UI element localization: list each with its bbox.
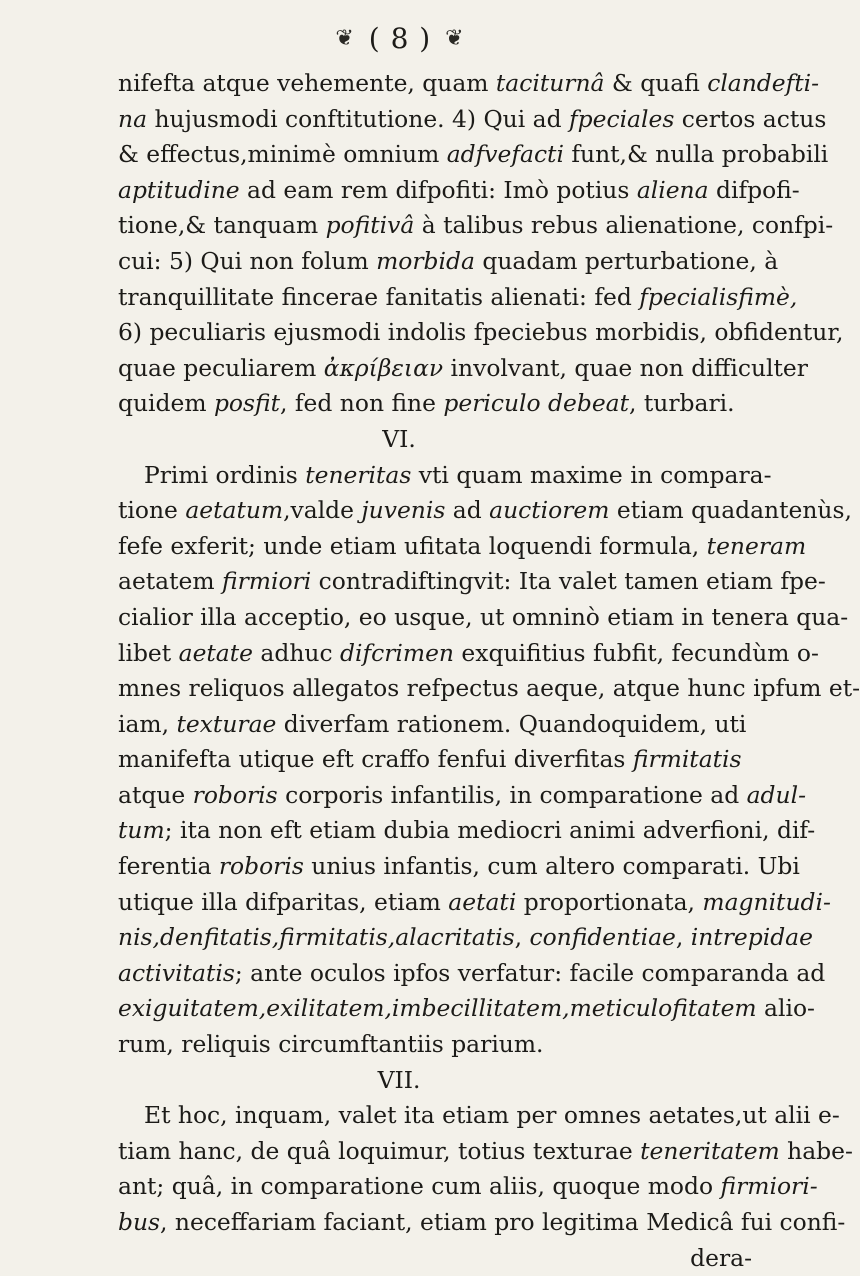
text-run: aetatem xyxy=(118,567,222,596)
italic-run: nis,denfitatis,firmitatis,alacritatis xyxy=(118,923,515,952)
italic-run: bus xyxy=(118,1208,161,1236)
italic-run: fpeciales xyxy=(569,104,675,133)
italic-run: aptitudine xyxy=(118,175,240,204)
text-line xyxy=(118,564,826,600)
text-line xyxy=(118,956,826,992)
italic-run: magnitudi- xyxy=(702,887,831,916)
text-run: ant; quâ, in comparatione cum aliis, quoque modo xyxy=(118,1172,721,1201)
text-line xyxy=(118,1134,853,1170)
text-run: exquifitius fubfit, fecundùm o- xyxy=(454,638,819,667)
text-line xyxy=(118,1205,846,1241)
italic-run: tum xyxy=(118,816,165,845)
text-run: & quafi xyxy=(604,69,708,97)
text-run: hujusmodi conftitutione. 4) Qui ad xyxy=(147,104,569,133)
italic-run: firmiori- xyxy=(720,1172,818,1201)
text-run: tranquillitate fincerae fanitatis alienati: fed xyxy=(118,282,640,311)
text-run: libet xyxy=(118,638,179,667)
italic-run: periculo debeat xyxy=(443,389,630,418)
text-run: fefe exferit; unde etiam ufitata loquendi formula, xyxy=(118,531,707,560)
text-run: involvant, quae non difficulter xyxy=(443,353,808,382)
italic-run: ἀκρίβειαν xyxy=(323,353,444,382)
text-run: ; ita non eft etiam dubia mediocri animi adverfioni, dif- xyxy=(164,816,816,845)
text-run: tione xyxy=(118,496,186,525)
text-run: 6) peculiaris ejusmodi indolis fpeciebus morbidis, obfidentur, xyxy=(118,318,844,347)
italic-run: aetati xyxy=(448,887,517,916)
text-line xyxy=(118,778,806,814)
text-line xyxy=(118,137,829,173)
text-run: proportionata, xyxy=(516,887,703,916)
text-run: funt,& nulla probabili xyxy=(563,140,829,169)
text-run: corporis infantilis, in comparatione ad xyxy=(277,780,747,809)
italic-run: pofitivâ xyxy=(325,211,415,240)
italic-run: posfit xyxy=(213,389,281,418)
text-line xyxy=(118,636,819,672)
text-line xyxy=(118,707,760,743)
text-run: quadam perturbatione, à xyxy=(474,246,779,275)
text-line xyxy=(118,66,820,102)
text-run: ; ante oculos ipfos verfatur: facile comparanda ad xyxy=(234,958,826,987)
text-run: tiam hanc, de quâ loquimur, totius texturae xyxy=(118,1136,641,1165)
text-line xyxy=(118,529,807,565)
text-run: unius infantis, cum altero comparati. Ubi xyxy=(303,852,800,881)
italic-run: teneram xyxy=(706,531,807,560)
text-line xyxy=(118,493,852,529)
italic-run: teneritatem xyxy=(640,1136,780,1165)
text-run: contradiftingvit: Ita valet tamen etiam fpe- xyxy=(311,567,826,596)
text-line xyxy=(118,742,760,778)
italic-run: confidentiae xyxy=(529,923,676,952)
ornament-left-icon: ❦ xyxy=(335,26,355,51)
italic-run: difcrimen xyxy=(340,638,454,667)
italic-run: exiguitatem,exilitatem,imbecillitatem,meticulofitatem xyxy=(118,994,757,1023)
text-run: , neceffariam faciant, etiam pro legitima Medicâ fui confi- xyxy=(160,1208,846,1236)
text-line xyxy=(118,244,779,280)
text-run: quidem xyxy=(118,389,214,418)
italic-run: activitatis xyxy=(118,958,235,987)
section-heading: VII. xyxy=(377,1065,421,1094)
text-run: rum, reliquis circumftantiis parium. xyxy=(118,1030,544,1059)
italic-run: clandefti- xyxy=(707,69,820,97)
text-run: mnes reliquos allegatos refpectus aeque, atque hunc ipfum et- xyxy=(118,674,860,703)
italic-run: firmiori xyxy=(222,567,312,596)
ornament-right-icon: ❦ xyxy=(445,26,465,51)
text-line xyxy=(118,208,834,244)
text-run: , xyxy=(675,923,691,952)
text-line xyxy=(118,849,800,885)
catchword: dera- xyxy=(690,1243,752,1272)
italic-run: morbida xyxy=(376,246,475,275)
text-line xyxy=(118,991,815,1027)
text-run: nifefta atque vehemente, quam xyxy=(118,69,496,97)
italic-run: aetate xyxy=(178,638,253,667)
section-heading: VI. xyxy=(382,424,416,453)
text-run: , fed non fine xyxy=(280,389,444,418)
italic-run: teneritas xyxy=(305,460,412,489)
text-run: à talibus rebus alienatione, confpi- xyxy=(414,211,834,240)
text-run: quae peculiarem xyxy=(118,353,324,382)
text-run: etiam quadantenùs, xyxy=(609,496,852,525)
text-line xyxy=(118,173,800,209)
text-run: manifefta utique eft craffo fenfui diverfitas xyxy=(118,745,633,774)
text-run: diverfam rationem. Quandoquidem, uti xyxy=(276,709,747,738)
text-line xyxy=(118,102,827,138)
text-line xyxy=(118,1169,818,1205)
italic-run: aliena xyxy=(636,175,709,204)
page-number: ( 8 ) xyxy=(368,22,432,55)
italic-run: adul- xyxy=(746,780,806,809)
text-line xyxy=(118,315,844,351)
italic-run: adfvefacti xyxy=(446,140,564,169)
text-run: , turbari. xyxy=(629,389,735,418)
italic-run: taciturnâ xyxy=(495,69,605,97)
text-line xyxy=(118,920,813,956)
italic-run: juvenis xyxy=(361,496,446,525)
italic-run: fpecialisfimè, xyxy=(639,282,798,311)
text-run: iam, xyxy=(118,709,177,738)
text-run: difpofi- xyxy=(708,175,800,204)
text-run: alio- xyxy=(756,994,815,1023)
italic-run: roboris xyxy=(192,780,278,809)
italic-run: auctiorem xyxy=(489,496,610,525)
text-line xyxy=(118,885,831,921)
page-header xyxy=(0,20,800,55)
text-line xyxy=(118,386,760,422)
text-run: vti quam maxime in compara- xyxy=(411,460,772,489)
text-line xyxy=(118,671,860,707)
italic-run: intrepidae xyxy=(690,923,813,952)
text-line xyxy=(118,600,849,636)
italic-run: aetatum xyxy=(185,496,284,525)
text-run: cui: 5) Qui non folum xyxy=(118,246,377,275)
text-run: Et hoc, inquam, valet ita etiam per omnes aetates,ut alii e- xyxy=(144,1101,840,1130)
text-line xyxy=(118,1027,760,1063)
text-run: atque xyxy=(118,780,193,809)
text-run: utique illa difparitas, etiam xyxy=(118,887,449,916)
text-run: tione,& tanquam xyxy=(118,211,326,240)
text-run: adhuc xyxy=(253,638,341,667)
italic-run: roboris xyxy=(218,852,304,881)
text-run: habe- xyxy=(779,1136,853,1165)
text-run: cialior illa acceptio, eo usque, ut omninò etiam in tenera qua- xyxy=(118,602,849,631)
text-line xyxy=(118,280,798,316)
text-run: ferentia xyxy=(118,852,219,881)
text-run: ad xyxy=(445,496,490,525)
text-run: & effectus,minimè omnium xyxy=(118,140,447,169)
text-line xyxy=(118,1098,840,1134)
italic-run: na xyxy=(118,104,148,133)
text-line xyxy=(118,813,816,849)
text-run: certos actus xyxy=(674,104,827,133)
text-run: , xyxy=(514,923,530,952)
text-run: Primi ordinis xyxy=(144,460,306,489)
text-line xyxy=(118,351,808,387)
text-run: ,valde xyxy=(283,496,362,525)
text-line xyxy=(118,458,772,494)
text-run: ad eam rem difpofiti: Imò potius xyxy=(239,175,637,204)
body-text xyxy=(118,66,860,1276)
italic-run: firmitatis xyxy=(632,745,742,774)
italic-run: texturae xyxy=(176,709,277,738)
